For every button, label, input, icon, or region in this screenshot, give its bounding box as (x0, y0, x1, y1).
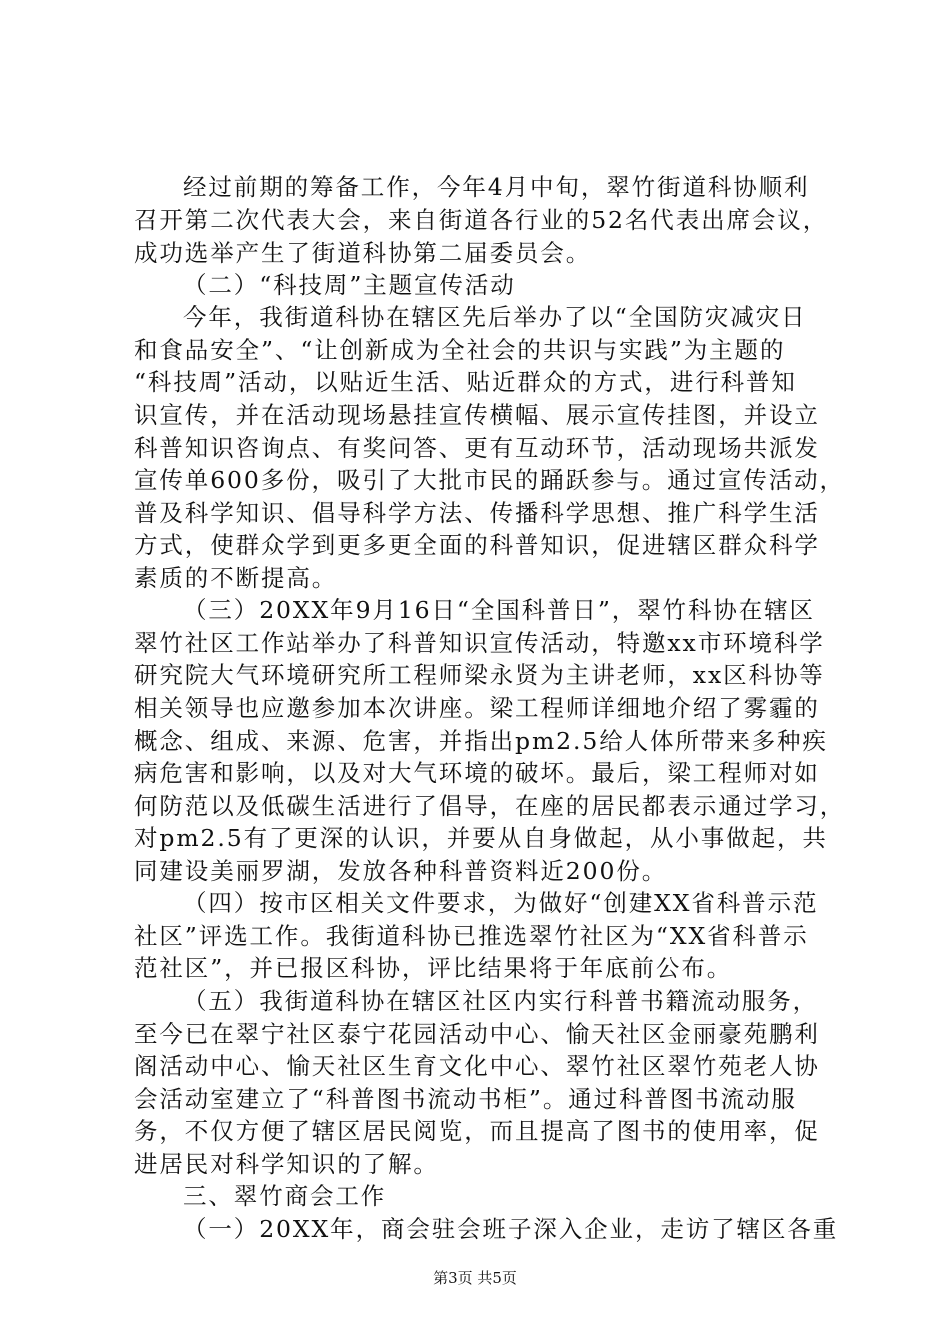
text-line: 进居民对科学知识的了解。 (134, 1150, 439, 1178)
text-line: 同建设美丽罗湖，发放各种科普资料近200份。 (134, 857, 668, 885)
text-line: 会活动室建立了“科普图书流动书柜”。通过科普图书流动服 (134, 1085, 797, 1113)
text-line: 对pm2.5有了更深的认识，并要从自身做起，从小事做起，共 (134, 824, 828, 852)
text-line: 务，不仅方便了辖区居民阅览，而且提高了图书的使用率，促 (134, 1117, 820, 1145)
text-line: 病危害和影响，以及对大气环境的破坏。最后，梁工程师对如 (134, 759, 820, 787)
text-line: 概念、组成、来源、危害，并指出pm2.5给人体所带来多种疾 (134, 727, 828, 755)
text-line: 阁活动中心、愉天社区生育文化中心、翠竹社区翠竹苑老人协 (134, 1052, 820, 1080)
text-line: （五）我街道科协在辖区社区内实行科普书籍流动服务， (183, 987, 818, 1015)
text-line: 研究院大气环境研究所工程师梁永贤为主讲老师，xx区科协等 (134, 661, 825, 689)
text-line: 召开第二次代表大会，来自街道各行业的52名代表出席会议， (134, 206, 829, 234)
section-heading: 三、翠竹商会工作 (183, 1182, 387, 1210)
text-line: 社区”评选工作。我街道科协已推选翠竹社区为“XX省科普示 (134, 922, 809, 950)
text-line: 相关领导也应邀参加本次讲座。梁工程师详细地介绍了雾霾的 (134, 694, 820, 722)
text-line: 素质的不断提高。 (134, 564, 338, 592)
section-heading: （二）“科技周”主题宣传活动 (183, 271, 516, 299)
text-line: （四）按市区相关文件要求，为做好“创建XX省科普示范 (183, 889, 819, 917)
text-line: 至今已在翠宁社区泰宁花园活动中心、愉天社区金丽豪苑鹏利 (134, 1020, 820, 1048)
text-line: （三）20XX年9月16日“全国科普日”，翠竹科协在辖区 (183, 596, 815, 624)
text-line: 普及科学知识、倡导科学方法、传播科学思想、推广科学生活 (134, 499, 820, 527)
text-line: 成功选举产生了街道科协第二届委员会。 (134, 239, 592, 267)
text-line: “科技周”活动，以贴近生活、贴近群众的方式，进行科普知 (134, 368, 797, 396)
text-line: 经过前期的筹备工作，今年4月中旬，翠竹街道科协顺利 (183, 173, 810, 201)
page-number-footer: 第3页 共5页 (433, 1269, 517, 1287)
text-line: 方式，使群众学到更多更全面的科普知识，促进辖区群众科学 (134, 531, 820, 559)
text-line: 和食品安全”、“让创新成为全社会的共识与实践”为主题的 (134, 336, 786, 364)
text-line: 翠竹社区工作站举办了科普知识宣传活动，特邀xx市环境科学 (134, 629, 825, 657)
text-line: 今年，我街道科协在辖区先后举办了以“全国防灾减灾日 (183, 303, 807, 331)
text-line: 宣传单600多份，吸引了大批市民的踊跃参与。通过宣传活动， (134, 466, 845, 494)
text-line: 识宣传，并在活动现场悬挂宣传横幅、展示宣传挂图，并设立 (134, 401, 820, 429)
text-line: 科普知识咨询点、有奖问答、更有互动环节，活动现场共派发 (134, 434, 820, 462)
text-line: 范社区”，并已报区科协，评比结果将于年底前公布。 (134, 954, 733, 982)
text-line: 何防范以及低碳生活进行了倡导，在座的居民都表示通过学习， (134, 792, 846, 820)
text-line: （一）20XX年，商会驻会班子深入企业，走访了辖区各重 (183, 1215, 839, 1243)
